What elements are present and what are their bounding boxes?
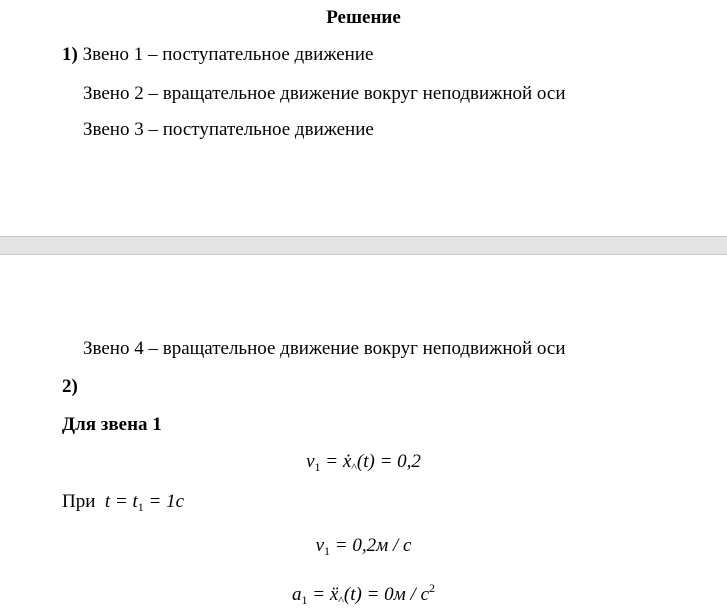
line-link-4: Звено 4 – вращательное движение вокруг неподвижной оси [83,338,566,359]
equation-velocity: $v_1$ = ẋ$_{\^{}}$(t) = 0,2 [306,451,421,474]
page-break [0,236,727,255]
condition-line: При $t = t_1 = 1c$ [62,491,185,514]
item-text: Звено 1 – поступательное движение [82,44,374,65]
line-link-2: Звено 2 – вращательное движение вокруг неподвижной оси [83,83,566,104]
subheading: Для звена 1 [62,414,162,435]
equation-acceleration: $a_1$ = ẍ$_{\^{}}$(t) = $0м / c^2$ [292,581,435,607]
line-link-3: Звено 3 – поступательное движение [83,119,374,140]
item-number: 1) [62,44,78,65]
item-2-number: 2) [62,376,78,397]
item-1 [62,44,373,66]
equation-velocity-value: $v_1 = 0,2м / c$ [315,535,412,558]
section-title: Решение [326,7,401,28]
